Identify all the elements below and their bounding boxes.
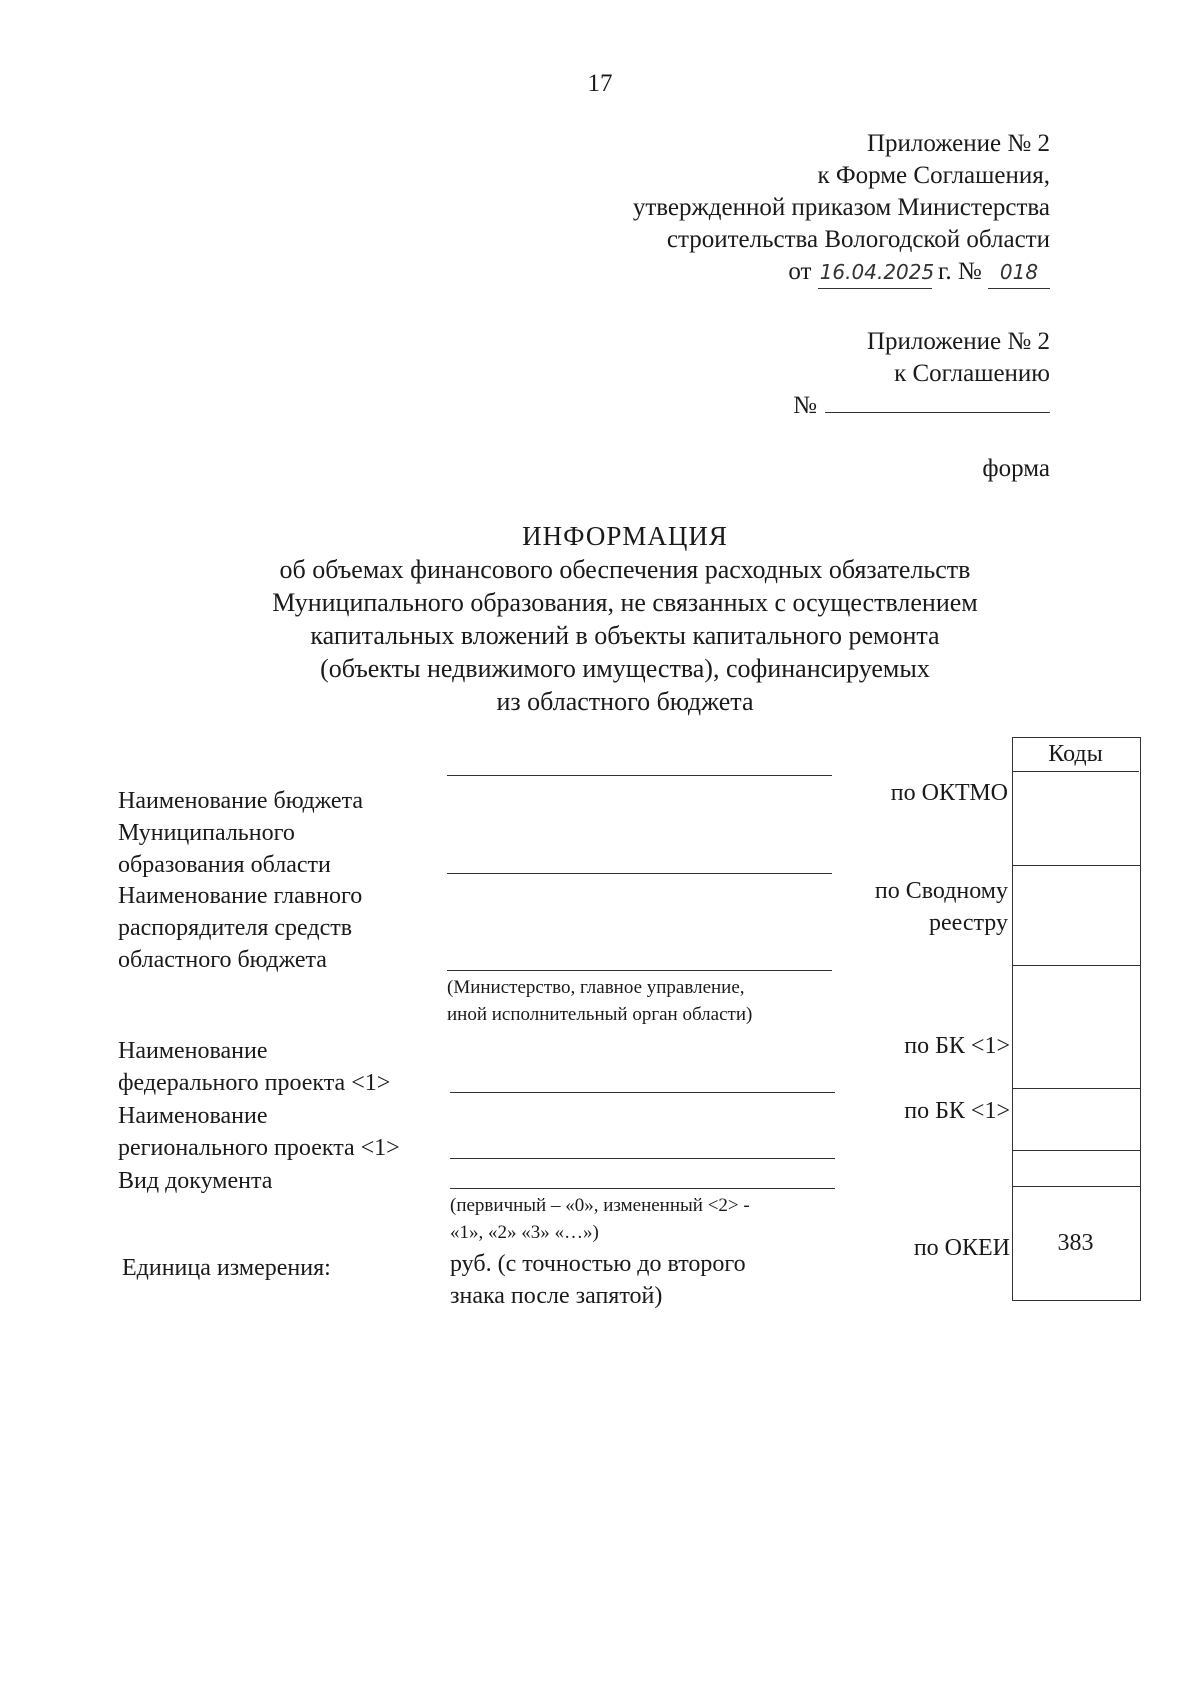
codes-divider-doc [1012,1186,1140,1187]
fed-project-line [450,1092,835,1093]
gr-name-label-line: распорядителя средств [118,915,353,941]
number-separator: г. № [937,258,982,285]
date-prefix: от [788,258,812,285]
reg-project-label-line: Наименование [118,1103,268,1129]
okei-value: 383 [1057,1230,1094,1256]
appendix-form-date-line [633,256,1050,289]
codes-header: Коды [1012,737,1139,772]
codes-divider-bk2 [1012,1150,1140,1151]
appendix-agreement-line-2: к Соглашению [894,360,1050,387]
page-number: 17 [587,70,613,97]
unit-label: Единица измерения: [122,1255,331,1281]
title-line-2: Муниципального образования, не связанных с осуществлением [272,588,978,617]
codes-table [1012,737,1141,1301]
handwritten-date: 16.04.2025 [818,256,932,289]
budget-name-label-line: образования области [118,852,331,878]
appendix-form-line-3: утвержденной приказом Министерства [632,194,1050,221]
code-label-registry [875,875,1008,939]
appendix-form-line-4: строительства Вологодской области [666,226,1050,253]
agreement-number-label: № [793,392,817,419]
codes-divider-oktmo [1012,865,1140,866]
fed-project-label-line: Наименование [118,1038,268,1064]
budget-name-label-line: Наименование бюджета [118,788,364,814]
fed-project-label-line: федерального проекта <1> [118,1070,391,1096]
doc-type-hint [450,1192,750,1246]
gr-hint-line: (Министерство, главное управление, [447,977,745,998]
unit-value-line: руб. (с точностью до второго [450,1251,746,1277]
gr-name-line [447,970,832,971]
agreement-number-blank [825,390,1050,413]
appendix-agreement-line-1: Приложение № 2 [866,328,1050,355]
budget-name-line-2 [447,873,832,874]
codes-divider-registry [1012,965,1140,966]
title-line-4: (объекты недвижимого имущества), софинансируемых [320,654,930,683]
doc-type-line [450,1188,835,1189]
appendix-form-line-1: Приложение № 2 [866,130,1050,157]
gr-name-label-line: Наименование главного [118,883,363,909]
title-line-3: капитальных вложений в объекты капитального ремонта [310,621,940,650]
doc-type-hint-line: (первичный – «0», измененный <2> - [450,1195,750,1216]
code-label-bk-2: по БК <1> [904,1098,1010,1124]
code-label-registry-line: по Сводному [874,878,1008,904]
handwritten-number: 018 [988,256,1050,289]
reg-project-label-line: регионального проекта <1> [118,1135,400,1161]
reg-project-line [450,1158,835,1159]
title-line-1: об объемах финансового обеспечения расходных обязательств [279,555,971,584]
title-heading: ИНФОРМАЦИЯ [522,521,728,551]
appendix-form-line-2: к Форме Соглашения, [817,162,1050,189]
unit-value-line: знака после запятой) [450,1283,663,1309]
budget-name-label [118,785,363,881]
code-label-oktmo: по ОКТМО [890,780,1008,806]
agreement-number-line [793,390,1050,422]
gr-name-label [118,880,362,976]
code-label-okei: по ОКЕИ [913,1235,1010,1261]
code-label-registry-line: реестру [928,910,1008,936]
gr-name-label-line: областного бюджета [118,947,327,973]
form-label: форма [982,455,1050,482]
reg-project-label [118,1100,400,1164]
budget-name-label-line: Муниципального [118,820,295,846]
doc-type-label: Вид документа [118,1168,273,1194]
code-label-bk-1: по БК <1> [904,1033,1010,1059]
codes-divider-bk1 [1012,1088,1140,1089]
gr-hint [447,974,752,1028]
unit-value [450,1248,746,1312]
document-title [0,520,1200,718]
budget-name-line-1 [447,775,832,776]
fed-project-label [118,1035,390,1099]
appendix-form-block [633,128,1050,289]
title-line-5: из областного бюджета [496,687,754,716]
appendix-agreement-block [793,326,1050,422]
gr-hint-line: иной исполнительный орган области) [447,1004,753,1025]
doc-type-hint-line: «1», «2» «3» «…») [450,1222,599,1243]
